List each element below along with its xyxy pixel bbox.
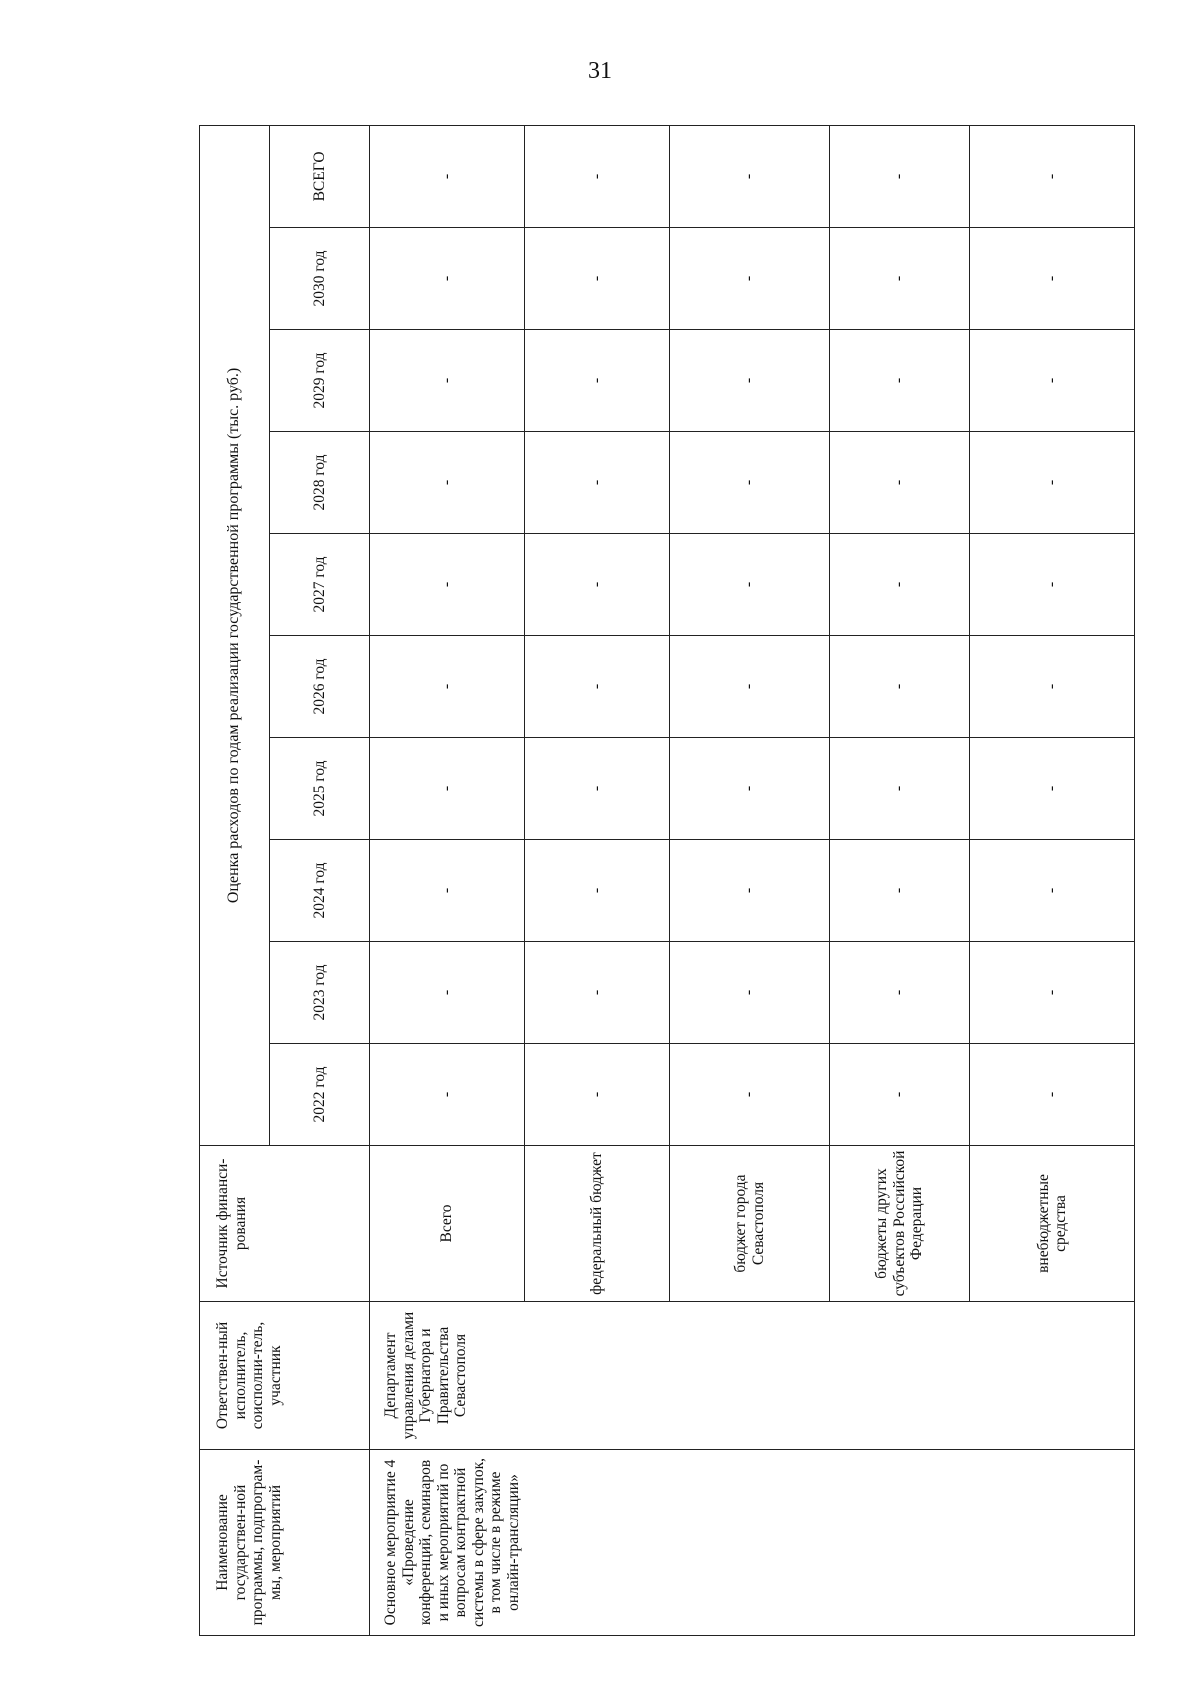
source-cell: бюджеты других субъектов Российской Федерации: [830, 1146, 970, 1302]
value-cell: -: [830, 636, 970, 738]
header-total: ВСЕГО: [270, 125, 370, 227]
value-cell: -: [830, 738, 970, 840]
table-row: [370, 125, 525, 1635]
value-cell: -: [525, 432, 670, 534]
table-body: [370, 125, 1135, 1635]
value-cell: -: [370, 636, 525, 738]
source-cell: федеральный бюджет: [525, 1146, 670, 1302]
header-year: 2027 год: [270, 534, 370, 636]
source-cell: Всего: [370, 1146, 525, 1302]
value-cell: -: [525, 228, 670, 330]
header-year: 2028 год: [270, 432, 370, 534]
value-cell: -: [670, 125, 830, 227]
value-cell: -: [370, 228, 525, 330]
budget-table-rotated: [199, 128, 1134, 1636]
value-cell: -: [370, 840, 525, 942]
value-cell: -: [970, 534, 1135, 636]
header-year: 2029 год: [270, 330, 370, 432]
value-cell: -: [670, 330, 830, 432]
header-year: 2030 год: [270, 228, 370, 330]
value-cell: -: [370, 534, 525, 636]
source-cell: бюджет города Севастополя: [670, 1146, 830, 1302]
header-responsible: Ответствен-ный исполнитель, соисполни-тель, участник: [200, 1302, 370, 1450]
value-cell: -: [970, 228, 1135, 330]
responsible-executor: Департамент управления делами Губернатора и Правительства Севастополя: [370, 1302, 1135, 1450]
value-cell: -: [970, 840, 1135, 942]
value-cell: -: [970, 738, 1135, 840]
value-cell: -: [370, 330, 525, 432]
value-cell: -: [525, 1044, 670, 1146]
header-year: 2024 год: [270, 840, 370, 942]
value-cell: -: [670, 840, 830, 942]
value-cell: -: [670, 534, 830, 636]
value-cell: -: [830, 228, 970, 330]
value-cell: -: [525, 330, 670, 432]
value-cell: -: [830, 330, 970, 432]
value-cell: -: [970, 432, 1135, 534]
value-cell: -: [970, 942, 1135, 1044]
header-year: 2023 год: [270, 942, 370, 1044]
value-cell: -: [525, 125, 670, 227]
value-cell: -: [670, 942, 830, 1044]
value-cell: -: [830, 534, 970, 636]
value-cell: -: [970, 125, 1135, 227]
value-cell: -: [970, 636, 1135, 738]
value-cell: -: [970, 1044, 1135, 1146]
header-year: 2026 год: [270, 636, 370, 738]
header-source: Источник финанси-рования: [200, 1146, 370, 1302]
header-year: 2025 год: [270, 738, 370, 840]
value-cell: -: [670, 1044, 830, 1146]
value-cell: -: [525, 534, 670, 636]
value-cell: -: [370, 1044, 525, 1146]
value-cell: -: [370, 738, 525, 840]
value-cell: -: [370, 942, 525, 1044]
value-cell: -: [670, 228, 830, 330]
value-cell: -: [525, 636, 670, 738]
value-cell: -: [830, 942, 970, 1044]
header-name: Наименование государствен-ной программы, подпрограм-мы, мероприятий: [200, 1450, 370, 1636]
value-cell: -: [830, 840, 970, 942]
header-expense-estimate: Оценка расходов по годам реализации государственной программы (тыс. руб.): [200, 125, 270, 1145]
value-cell: -: [670, 432, 830, 534]
value-cell: -: [670, 636, 830, 738]
header-year: 2022 год: [270, 1044, 370, 1146]
source-cell: внебюджетные средства: [970, 1146, 1135, 1302]
budget-table: [199, 125, 1135, 1636]
value-cell: -: [525, 738, 670, 840]
value-cell: -: [830, 125, 970, 227]
value-cell: -: [370, 125, 525, 227]
value-cell: -: [970, 330, 1135, 432]
page-number: 31: [588, 58, 612, 84]
value-cell: -: [525, 942, 670, 1044]
value-cell: -: [670, 738, 830, 840]
value-cell: -: [830, 432, 970, 534]
value-cell: -: [830, 1044, 970, 1146]
event-name: Основное мероприятие 4 «Проведение конференций, семинаров и иных мероприятий по вопросам контрактной системы в сфере закупок, в том числе в режиме онлайн-трансляции»: [370, 1450, 1135, 1636]
value-cell: -: [370, 432, 525, 534]
value-cell: -: [525, 840, 670, 942]
